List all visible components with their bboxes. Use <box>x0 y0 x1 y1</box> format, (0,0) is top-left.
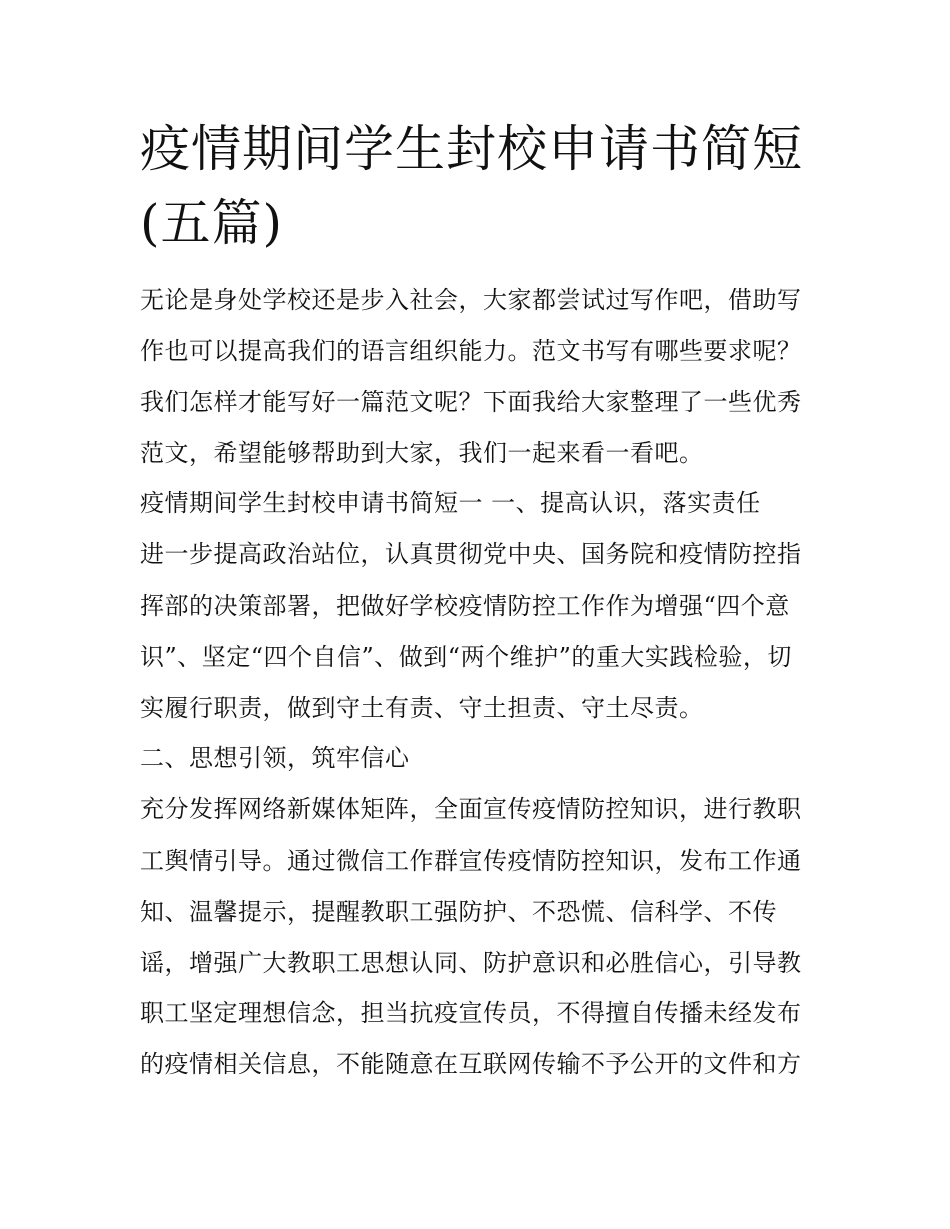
paragraph-line: 谣，增强广大教职工思想认同、防护意识和必胜信心，引导教 <box>140 949 802 977</box>
paragraph-line: 识”、坚定“四个自信”、做到“两个维护”的重大实践检验，切 <box>140 643 792 671</box>
paragraph-line: 挥部的决策部署，把做好学校疫情防控工作作为增强“四个意 <box>140 592 790 620</box>
title-line-1: 疫情期间学生封校申请书简短 <box>140 120 803 178</box>
paragraph-line: 的疫情相关信息，不能随意在互联网传输不予公开的文件和方 <box>140 1050 802 1078</box>
paragraph-line: 实履行职责，做到守土有责、守土担责、守土尽责。 <box>140 694 704 722</box>
paragraph-line: 无论是身处学校还是步入社会，大家都尝试过写作吧，借助写 <box>140 286 802 314</box>
paragraph-line: 工舆情引导。通过微信工作群宣传疫情防控知识，发布工作通 <box>140 847 802 875</box>
section-heading: 二、思想引领，筑牢信心 <box>140 744 410 772</box>
paragraph-line: 疫情期间学生封校申请书简短一 一、提高认识，落实责任 <box>140 489 761 517</box>
title-line-2: (五篇) <box>140 194 284 252</box>
paragraph-line: 范文，希望能够帮助到大家，我们一起来看一看吧。 <box>140 439 704 467</box>
paragraph-line: 进一步提高政治站位，认真贯彻党中央、国务院和疫情防控指 <box>140 540 802 568</box>
paragraph-line: 职工坚定理想信念，担当抗疫宣传员，不得擅自传播未经发布 <box>140 999 802 1027</box>
document-title <box>140 112 820 260</box>
paragraph-line: 充分发挥网络新媒体矩阵，全面宣传疫情防控知识，进行教职 <box>140 795 802 823</box>
paragraph-line: 我们怎样才能写好一篇范文呢？下面我给大家整理了一些优秀 <box>140 388 802 416</box>
paragraph-line: 作也可以提高我们的语言组织能力。范文书写有哪些要求呢？ <box>140 337 802 365</box>
paragraph-line: 知、温馨提示，提醒教职工强防护、不恐慌、信科学、不传 <box>140 898 777 926</box>
